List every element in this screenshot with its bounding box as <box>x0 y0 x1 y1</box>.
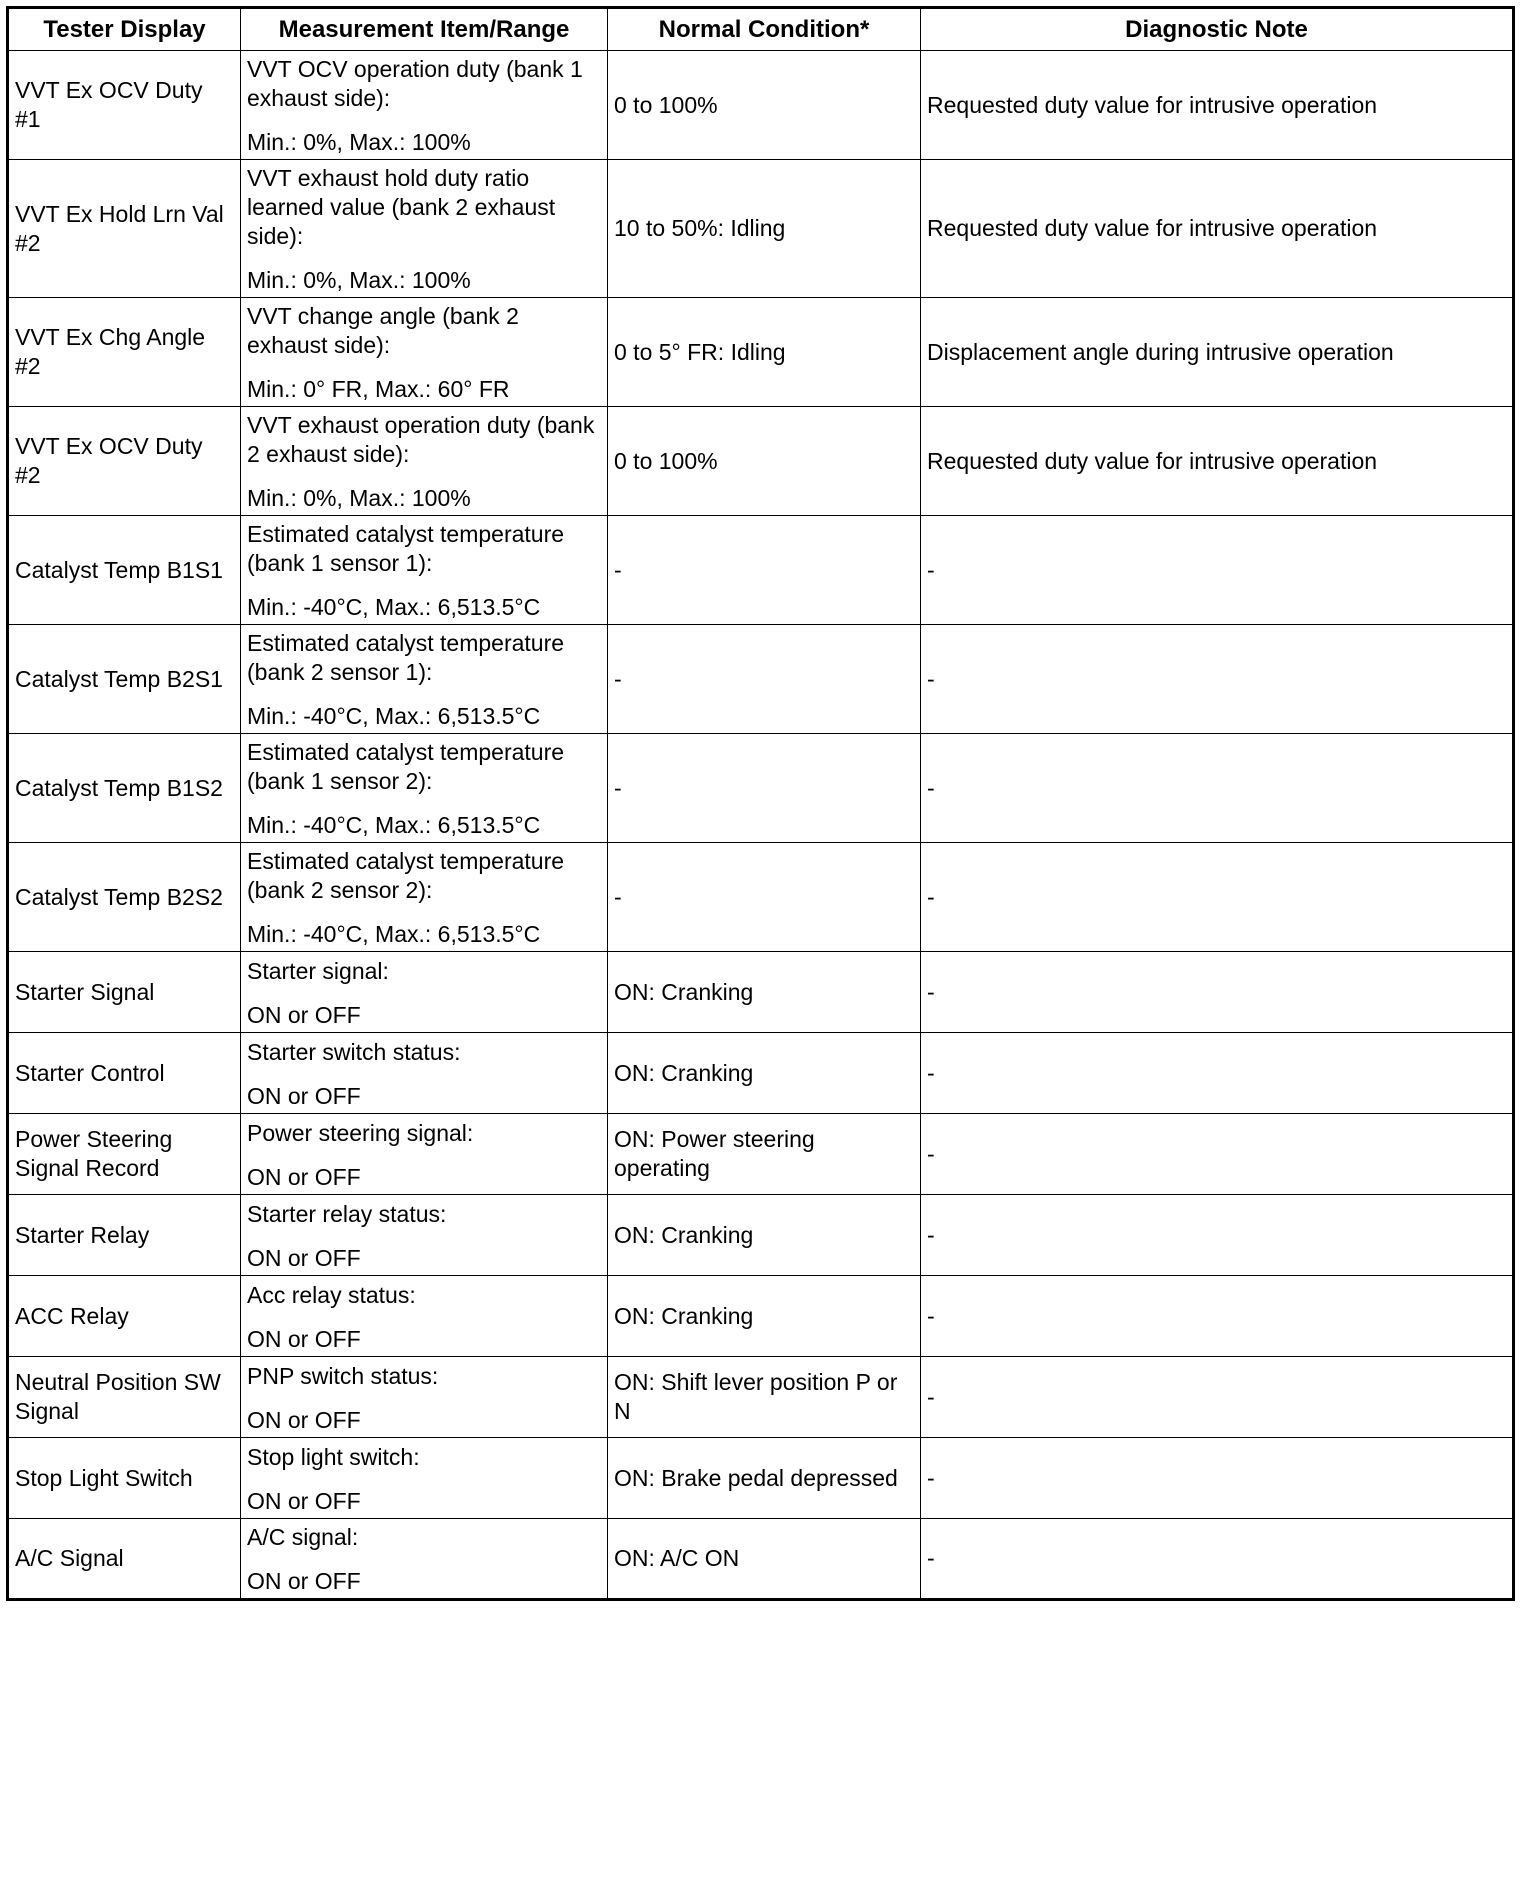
measurement-range-cell <box>241 1519 608 1600</box>
normal-condition-cell: ON: Cranking <box>608 1195 921 1276</box>
measurement-min-max: ON or OFF <box>247 1568 361 1594</box>
measurement-description: Estimated catalyst temperature (bank 1 sensor 2): <box>247 739 565 794</box>
table-row <box>8 407 1514 516</box>
normal-condition-cell: ON: Cranking <box>608 1033 921 1114</box>
normal-condition-cell: - <box>608 734 921 843</box>
data-list-table <box>6 6 1515 1601</box>
measurement-description: PNP switch status: <box>247 1362 439 1389</box>
diagnostic-note-cell: Requested duty value for intrusive operation <box>921 407 1514 516</box>
measurement-description: Estimated catalyst temperature (bank 2 sensor 2): <box>247 848 565 903</box>
table-row <box>8 843 1514 952</box>
normal-condition-cell: ON: Brake pedal depressed <box>608 1438 921 1519</box>
diagnostic-note-cell: - <box>921 1033 1514 1114</box>
measurement-min-max: Min.: -40°C, Max.: 6,513.5°C <box>247 921 541 947</box>
normal-condition-cell: 10 to 50%: Idling <box>608 160 921 298</box>
diagnostic-note-cell: - <box>921 625 1514 734</box>
normal-condition-cell: - <box>608 843 921 952</box>
measurement-min-max: Min.: 0%, Max.: 100% <box>247 485 471 511</box>
header-diagnostic-note: Diagnostic Note <box>921 8 1514 51</box>
measurement-description: A/C signal: <box>247 1524 359 1550</box>
diagnostic-note-cell: - <box>921 1438 1514 1519</box>
tester-display-cell: A/C Signal <box>8 1519 241 1600</box>
tester-display-cell: Starter Control <box>8 1033 241 1114</box>
measurement-min-max: ON or OFF <box>247 1001 361 1028</box>
header-row <box>8 8 1514 51</box>
normal-condition-cell: ON: Cranking <box>608 952 921 1033</box>
measurement-description: Starter relay status: <box>247 1200 447 1227</box>
normal-condition-cell: - <box>608 625 921 734</box>
measurement-range-cell <box>241 51 608 160</box>
measurement-min-max: Min.: 0%, Max.: 100% <box>247 129 471 155</box>
measurement-range-cell <box>241 1033 608 1114</box>
table-row <box>8 1357 1514 1438</box>
table-body <box>8 51 1514 1600</box>
diagnostic-note-cell: - <box>921 843 1514 952</box>
table-row <box>8 1276 1514 1357</box>
measurement-range-cell <box>241 843 608 952</box>
measurement-description: Estimated catalyst temperature (bank 1 sensor 1): <box>247 521 565 576</box>
tester-display-cell: Catalyst Temp B1S2 <box>8 734 241 843</box>
measurement-description: Starter switch status: <box>247 1038 461 1065</box>
measurement-description: VVT exhaust hold duty ratio learned value (bank 2 exhaust side): <box>247 165 556 249</box>
measurement-min-max: ON or OFF <box>247 1163 361 1190</box>
measurement-min-max: Min.: -40°C, Max.: 6,513.5°C <box>247 703 541 729</box>
measurement-min-max: ON or OFF <box>247 1244 361 1271</box>
normal-condition-cell: ON: Power steering operating <box>608 1114 921 1195</box>
measurement-range-cell <box>241 1276 608 1357</box>
tester-display-cell: VVT Ex Chg Angle #2 <box>8 298 241 407</box>
diagnostic-note-cell: Requested duty value for intrusive operation <box>921 160 1514 298</box>
measurement-min-max: Min.: 0° FR, Max.: 60° FR <box>247 376 510 402</box>
measurement-description: Estimated catalyst temperature (bank 2 sensor 1): <box>247 630 565 685</box>
header-tester-display: Tester Display <box>8 8 241 51</box>
measurement-range-cell <box>241 1114 608 1195</box>
tester-display-cell: ACC Relay <box>8 1276 241 1357</box>
table-row <box>8 516 1514 625</box>
tester-display-cell: Starter Signal <box>8 952 241 1033</box>
tester-display-cell: Catalyst Temp B2S1 <box>8 625 241 734</box>
normal-condition-cell: 0 to 100% <box>608 407 921 516</box>
measurement-min-max: ON or OFF <box>247 1325 361 1352</box>
measurement-range-cell <box>241 734 608 843</box>
normal-condition-cell: ON: Cranking <box>608 1276 921 1357</box>
measurement-min-max: ON or OFF <box>247 1082 361 1109</box>
table-row <box>8 1114 1514 1195</box>
table-row <box>8 952 1514 1033</box>
measurement-description: Starter signal: <box>247 957 389 984</box>
diagnostic-note-cell: - <box>921 516 1514 625</box>
measurement-min-max: Min.: -40°C, Max.: 6,513.5°C <box>247 812 541 838</box>
table-row <box>8 51 1514 160</box>
table-row <box>8 1519 1514 1600</box>
measurement-range-cell <box>241 1357 608 1438</box>
measurement-min-max: Min.: 0%, Max.: 100% <box>247 267 471 293</box>
table-row <box>8 160 1514 298</box>
measurement-range-cell <box>241 952 608 1033</box>
diagnostic-note-cell: - <box>921 1195 1514 1276</box>
measurement-description: VVT OCV operation duty (bank 1 exhaust side): <box>247 56 583 111</box>
measurement-range-cell <box>241 1438 608 1519</box>
tester-display-cell: VVT Ex Hold Lrn Val #2 <box>8 160 241 298</box>
measurement-description: VVT exhaust operation duty (bank 2 exhaust side): <box>247 412 595 467</box>
tester-display-cell: Neutral Position SW Signal <box>8 1357 241 1438</box>
diagnostic-note-cell: - <box>921 734 1514 843</box>
header-normal-condition: Normal Condition* <box>608 8 921 51</box>
header-measurement-item-range: Measurement Item/Range <box>241 8 608 51</box>
data-list-sheet <box>6 6 1512 1601</box>
measurement-min-max: Min.: -40°C, Max.: 6,513.5°C <box>247 594 541 620</box>
diagnostic-note-cell: - <box>921 1519 1514 1600</box>
measurement-range-cell <box>241 1195 608 1276</box>
tester-display-cell: Starter Relay <box>8 1195 241 1276</box>
tester-display-cell: VVT Ex OCV Duty #2 <box>8 407 241 516</box>
measurement-min-max: ON or OFF <box>247 1406 361 1433</box>
measurement-range-cell <box>241 298 608 407</box>
diagnostic-note-cell: - <box>921 1357 1514 1438</box>
table-row <box>8 1438 1514 1519</box>
tester-display-cell: Catalyst Temp B1S1 <box>8 516 241 625</box>
measurement-description: Stop light switch: <box>247 1443 420 1470</box>
table-row <box>8 734 1514 843</box>
measurement-description: Power steering signal: <box>247 1119 474 1146</box>
table-row <box>8 298 1514 407</box>
normal-condition-cell: 0 to 100% <box>608 51 921 160</box>
tester-display-cell: Stop Light Switch <box>8 1438 241 1519</box>
measurement-range-cell <box>241 625 608 734</box>
diagnostic-note-cell: - <box>921 952 1514 1033</box>
table-row <box>8 1033 1514 1114</box>
tester-display-cell: Power Steering Signal Record <box>8 1114 241 1195</box>
tester-display-cell: Catalyst Temp B2S2 <box>8 843 241 952</box>
measurement-description: Acc relay status: <box>247 1281 416 1308</box>
diagnostic-note-cell: - <box>921 1114 1514 1195</box>
table-row <box>8 625 1514 734</box>
table-row <box>8 1195 1514 1276</box>
normal-condition-cell: 0 to 5° FR: Idling <box>608 298 921 407</box>
measurement-range-cell <box>241 516 608 625</box>
measurement-description: VVT change angle (bank 2 exhaust side): <box>247 303 519 358</box>
normal-condition-cell: ON: A/C ON <box>608 1519 921 1600</box>
measurement-range-cell <box>241 407 608 516</box>
normal-condition-cell: - <box>608 516 921 625</box>
measurement-min-max: ON or OFF <box>247 1487 361 1514</box>
tester-display-cell: VVT Ex OCV Duty #1 <box>8 51 241 160</box>
normal-condition-cell: ON: Shift lever position P or N <box>608 1357 921 1438</box>
measurement-range-cell <box>241 160 608 298</box>
diagnostic-note-cell: Requested duty value for intrusive operation <box>921 51 1514 160</box>
diagnostic-note-cell: Displacement angle during intrusive operation <box>921 298 1514 407</box>
diagnostic-note-cell: - <box>921 1276 1514 1357</box>
